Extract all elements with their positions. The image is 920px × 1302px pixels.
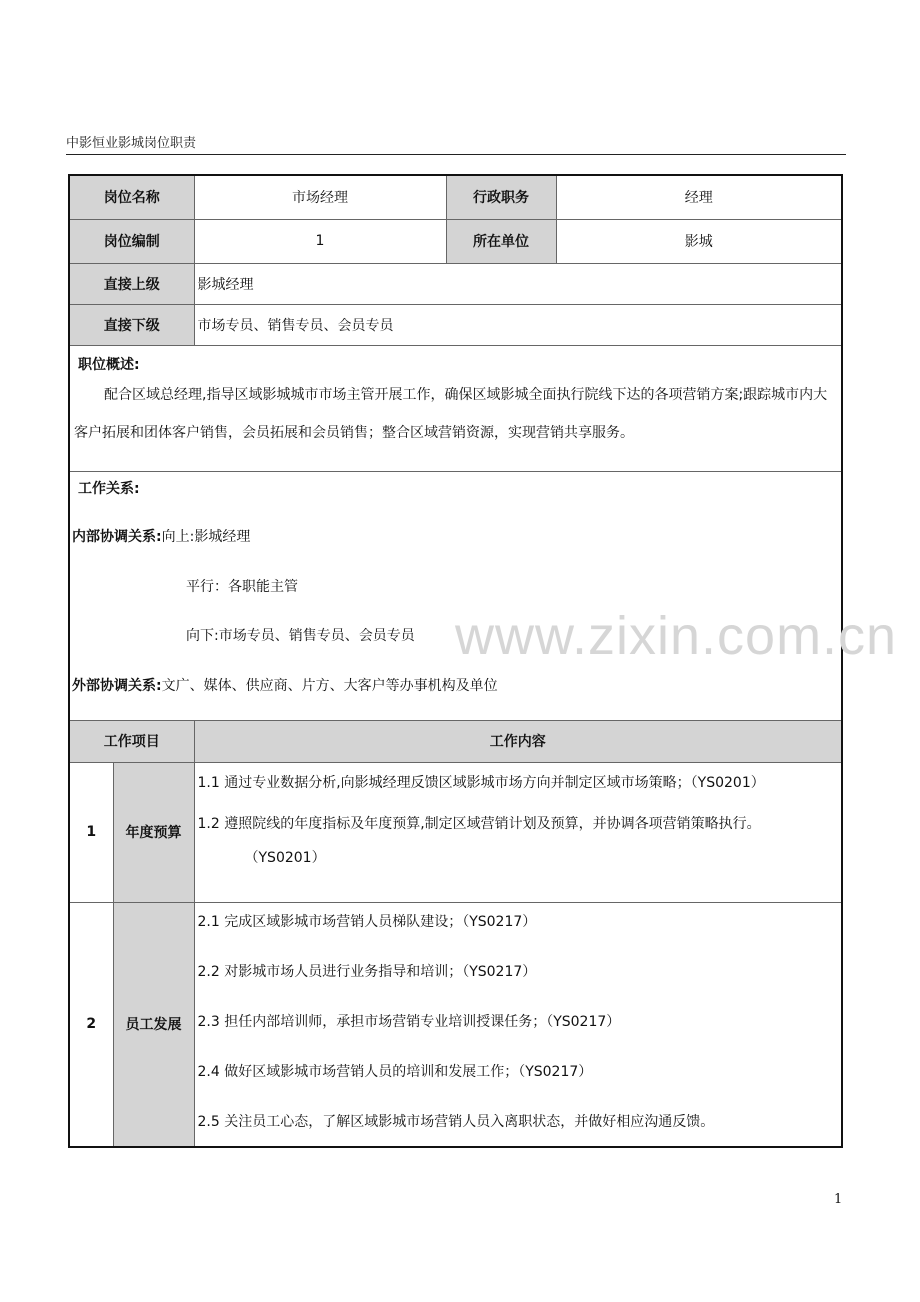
relations-section [69, 471, 842, 720]
info-row-1 [69, 175, 842, 219]
work-item-name: 年度预算 [113, 762, 194, 902]
work-header-row [69, 720, 842, 762]
info-row-4 [69, 304, 842, 345]
work-content-header: 工作内容 [194, 720, 842, 762]
internal-parallel-text: 平行：各职能主管 [186, 578, 298, 595]
page-number: 1 [834, 1192, 843, 1207]
work-item-header: 工作项目 [69, 720, 194, 762]
position-name-value: 市场经理 [194, 175, 446, 219]
info-row-3 [69, 263, 842, 304]
work-tasks [194, 902, 842, 1147]
work-item-name: 员工发展 [113, 902, 194, 1147]
task-item: 1.1 通过专业数据分析,向影城经理反馈区域影城市场方向并制定区域市场策略；（YS0201） [197, 774, 765, 791]
admin-title-label: 行政职务 [446, 175, 556, 219]
internal-relations-label: 内部协调关系: [72, 528, 162, 545]
task-item: 2.5 关注员工心态，了解区域影城市场营销人员入离职状态，并做好相应沟通反馈。 [197, 1113, 715, 1130]
overview-text: 配合区域总经理,指导区域影城城市市场主管开展工作，确保区域影城全面执行院线下达的各项营销方案;跟踪城市内大客户拓展和团体客户销售，会员拓展和会员销售；整合区域营销资源，实现营销共享服务。 [74, 386, 828, 441]
work-row-number: 2 [69, 902, 113, 1147]
superior-label: 直接上级 [69, 263, 194, 304]
overview-row [69, 345, 842, 471]
unit-value: 影城 [556, 219, 842, 263]
work-row [69, 902, 842, 1147]
work-row [69, 762, 842, 902]
task-item: 2.3 担任内部培训师，承担市场营销专业培训授课任务；（YS0217） [197, 1013, 621, 1030]
internal-up-text: 向上:影城经理 [161, 528, 251, 545]
info-row-2 [69, 219, 842, 263]
header-divider [66, 154, 846, 155]
position-name-label: 岗位名称 [69, 175, 194, 219]
internal-relations-up [72, 526, 250, 546]
overview-title: 职位概述: [78, 356, 140, 373]
task-item: 1.2 遵照院线的年度指标及年度预算,制定区域营销计划及预算，并协调各项营销策略执行。 [197, 815, 761, 832]
relations-title: 工作关系: [78, 480, 140, 497]
subordinate-label: 直接下级 [69, 304, 194, 345]
admin-title-value: 经理 [556, 175, 842, 219]
task-item: 2.2 对影城市场人员进行业务指导和培训；（YS0217） [197, 963, 537, 980]
headcount-value: 1 [194, 219, 446, 263]
relations-row [69, 471, 842, 720]
internal-down-text: 向下:市场专员、销售专员、会员专员 [186, 627, 415, 644]
watermark: www.zixin.com.cn [455, 606, 898, 666]
overview-section [69, 345, 842, 471]
subordinate-value: 市场专员、销售专员、会员专员 [194, 304, 842, 345]
headcount-label: 岗位编制 [69, 219, 194, 263]
external-relations-text: 文广、媒体、供应商、片方、大客户等办事机构及单位 [161, 677, 498, 694]
superior-value: 影城经理 [194, 263, 842, 304]
task-item: （YS0201） [244, 849, 326, 866]
external-relations [72, 675, 498, 695]
header-title: 中影恒业影城岗位职责 [66, 136, 197, 151]
external-relations-label: 外部协调关系: [72, 677, 162, 694]
work-tasks [194, 762, 842, 902]
task-item: 2.1 完成区域影城市场营销人员梯队建设；（YS0217） [197, 913, 537, 930]
unit-label: 所在单位 [446, 219, 556, 263]
task-item: 2.4 做好区域影城市场营销人员的培训和发展工作；（YS0217） [197, 1063, 593, 1080]
work-row-number: 1 [69, 762, 113, 902]
